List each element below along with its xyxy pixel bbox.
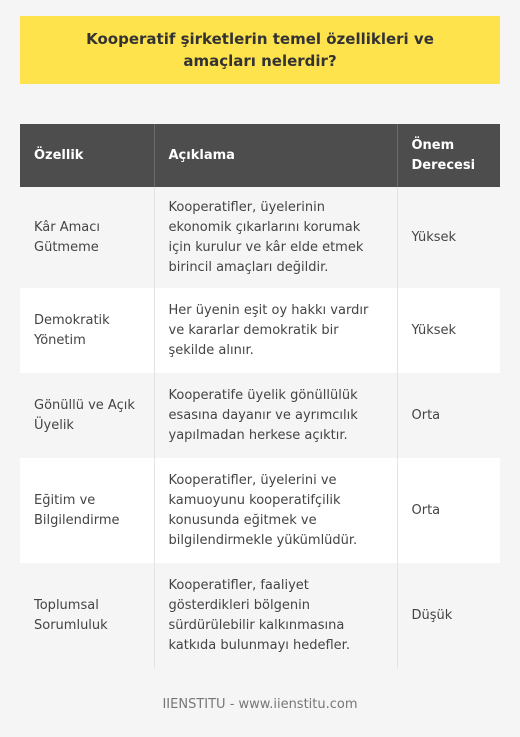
cell-description: Kooperatife üyelik gönüllülük esasına dayanır ve ayrımcılık yapılmadan herkese açıktır. (154, 373, 397, 458)
page-title: Kooperatif şirketlerin temel özellikleri ve amaçları nelerdir? (86, 30, 434, 70)
cell-description: Kooperatifler, üyelerinin ekonomik çıkarlarını korumak için kurulur ve kâr elde etmek birincil amaçları değildir. (154, 187, 397, 288)
header-importance: Önem Derecesi (397, 124, 500, 187)
table-row (20, 187, 500, 288)
cell-importance: Orta (397, 458, 500, 563)
cell-feature: Demokratik Yönetim (20, 288, 154, 373)
title-banner (20, 16, 500, 84)
cell-feature: Eğitim ve Bilgilendirme (20, 458, 154, 563)
header-feature: Özellik (20, 124, 154, 187)
cell-importance: Orta (397, 373, 500, 458)
header-description: Açıklama (154, 124, 397, 187)
features-table (20, 124, 500, 668)
table-row (20, 288, 500, 373)
cell-importance: Yüksek (397, 187, 500, 288)
cell-feature: Toplumsal Sorumluluk (20, 563, 154, 668)
cell-description: Kooperatifler, faaliyet gösterdikleri bölgenin sürdürülebilir kalkınmasına katkıda bulunmayı hedefler. (154, 563, 397, 668)
cell-importance: Düşük (397, 563, 500, 668)
table-row (20, 373, 500, 458)
cell-description: Her üyenin eşit oy hakkı vardır ve kararlar demokratik bir şekilde alınır. (154, 288, 397, 373)
cell-description: Kooperatifler, üyelerini ve kamuoyunu kooperatifçilik konusunda eğitmek ve bilgilendirmekle yükümlüdür. (154, 458, 397, 563)
table-header-row (20, 124, 500, 187)
table-row (20, 563, 500, 668)
table-row (20, 458, 500, 563)
cell-feature: Kâr Amacı Gütmeme (20, 187, 154, 288)
cell-importance: Yüksek (397, 288, 500, 373)
footer-credit: IIENSTITU - www.iienstitu.com (162, 697, 358, 712)
cell-feature: Gönüllü ve Açık Üyelik (20, 373, 154, 458)
